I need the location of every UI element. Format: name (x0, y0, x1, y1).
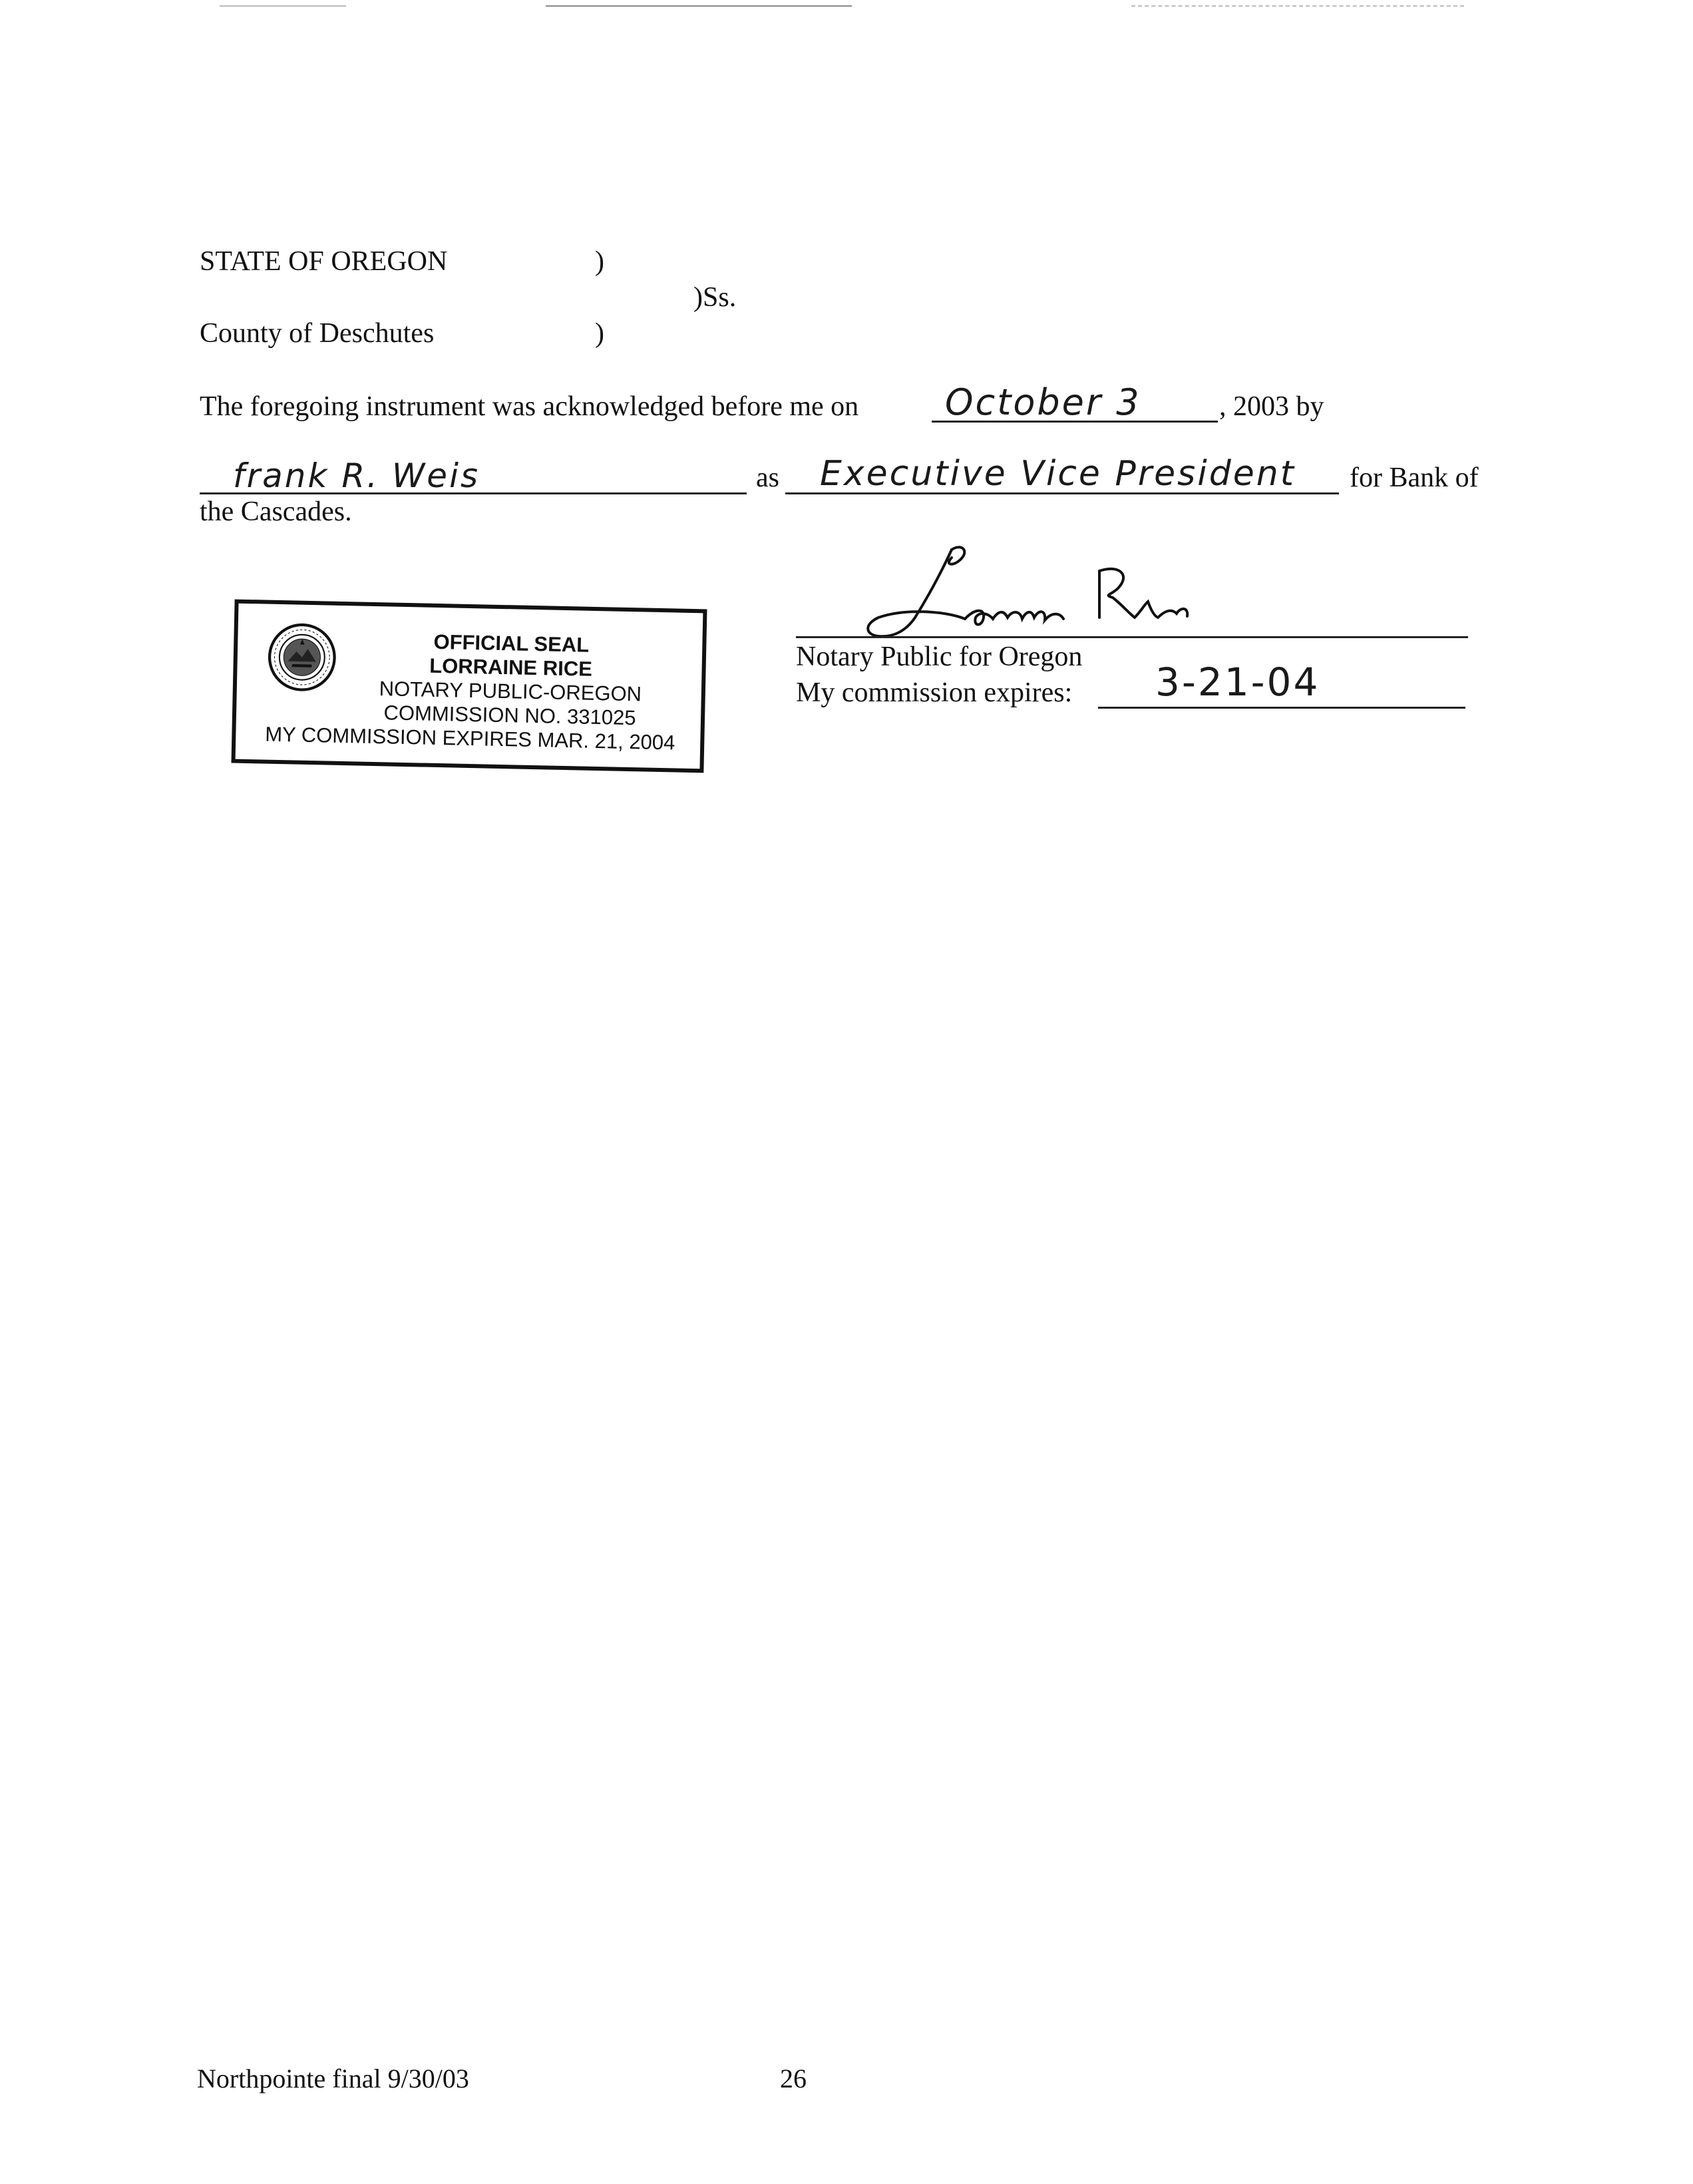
year-text: , 2003 by (1219, 391, 1324, 422)
scan-artifact (546, 5, 852, 7)
seal-line-5: MY COMMISSION EXPIRES MAR. 21, 2004 (264, 722, 675, 755)
notary-title: Notary Public for Oregon (796, 641, 1083, 672)
notary-signature (852, 544, 1224, 644)
county-label: County of Deschutes (200, 318, 435, 349)
page-number: 26 (780, 2064, 807, 2093)
title-handwritten: Executive Vice President (820, 454, 1296, 494)
venue-paren-2: ) (595, 318, 604, 349)
seal-line-4: COMMISSION NO. 331025 (383, 701, 636, 730)
venue-paren-1: ) (595, 246, 604, 277)
signature-line (796, 636, 1468, 638)
scan-artifact (220, 5, 346, 7)
entity-continued-text: the Cascades. (200, 496, 352, 527)
name-underline (200, 492, 747, 494)
ss-label: )Ss. (693, 282, 737, 313)
footer-document-label: Northpointe final 9/30/03 (197, 2064, 469, 2093)
acknowledgment-text: The foregoing instrument was acknowledged before me on (200, 391, 859, 422)
commission-expires-label: My commission expires: (796, 677, 1073, 708)
seal-line-2: LORRAINE RICE (429, 653, 593, 681)
seal-line-1: OFFICIAL SEAL (433, 630, 590, 657)
for-entity-text: for Bank of (1350, 462, 1479, 493)
as-text: as (756, 462, 779, 493)
date-handwritten: October 3 (945, 381, 1141, 423)
title-underline (785, 492, 1339, 494)
name-handwritten: frank R. Weis (233, 456, 480, 495)
seal-line-3: NOTARY PUBLIC-OREGON (379, 677, 642, 706)
date-underline (932, 421, 1218, 423)
official-seal-stamp (232, 600, 707, 773)
expires-underline (1098, 707, 1465, 709)
commission-expires-handwritten: 3-21-04 (1155, 659, 1320, 705)
state-label: STATE OF OREGON (200, 246, 448, 277)
scan-artifact (1131, 5, 1464, 7)
